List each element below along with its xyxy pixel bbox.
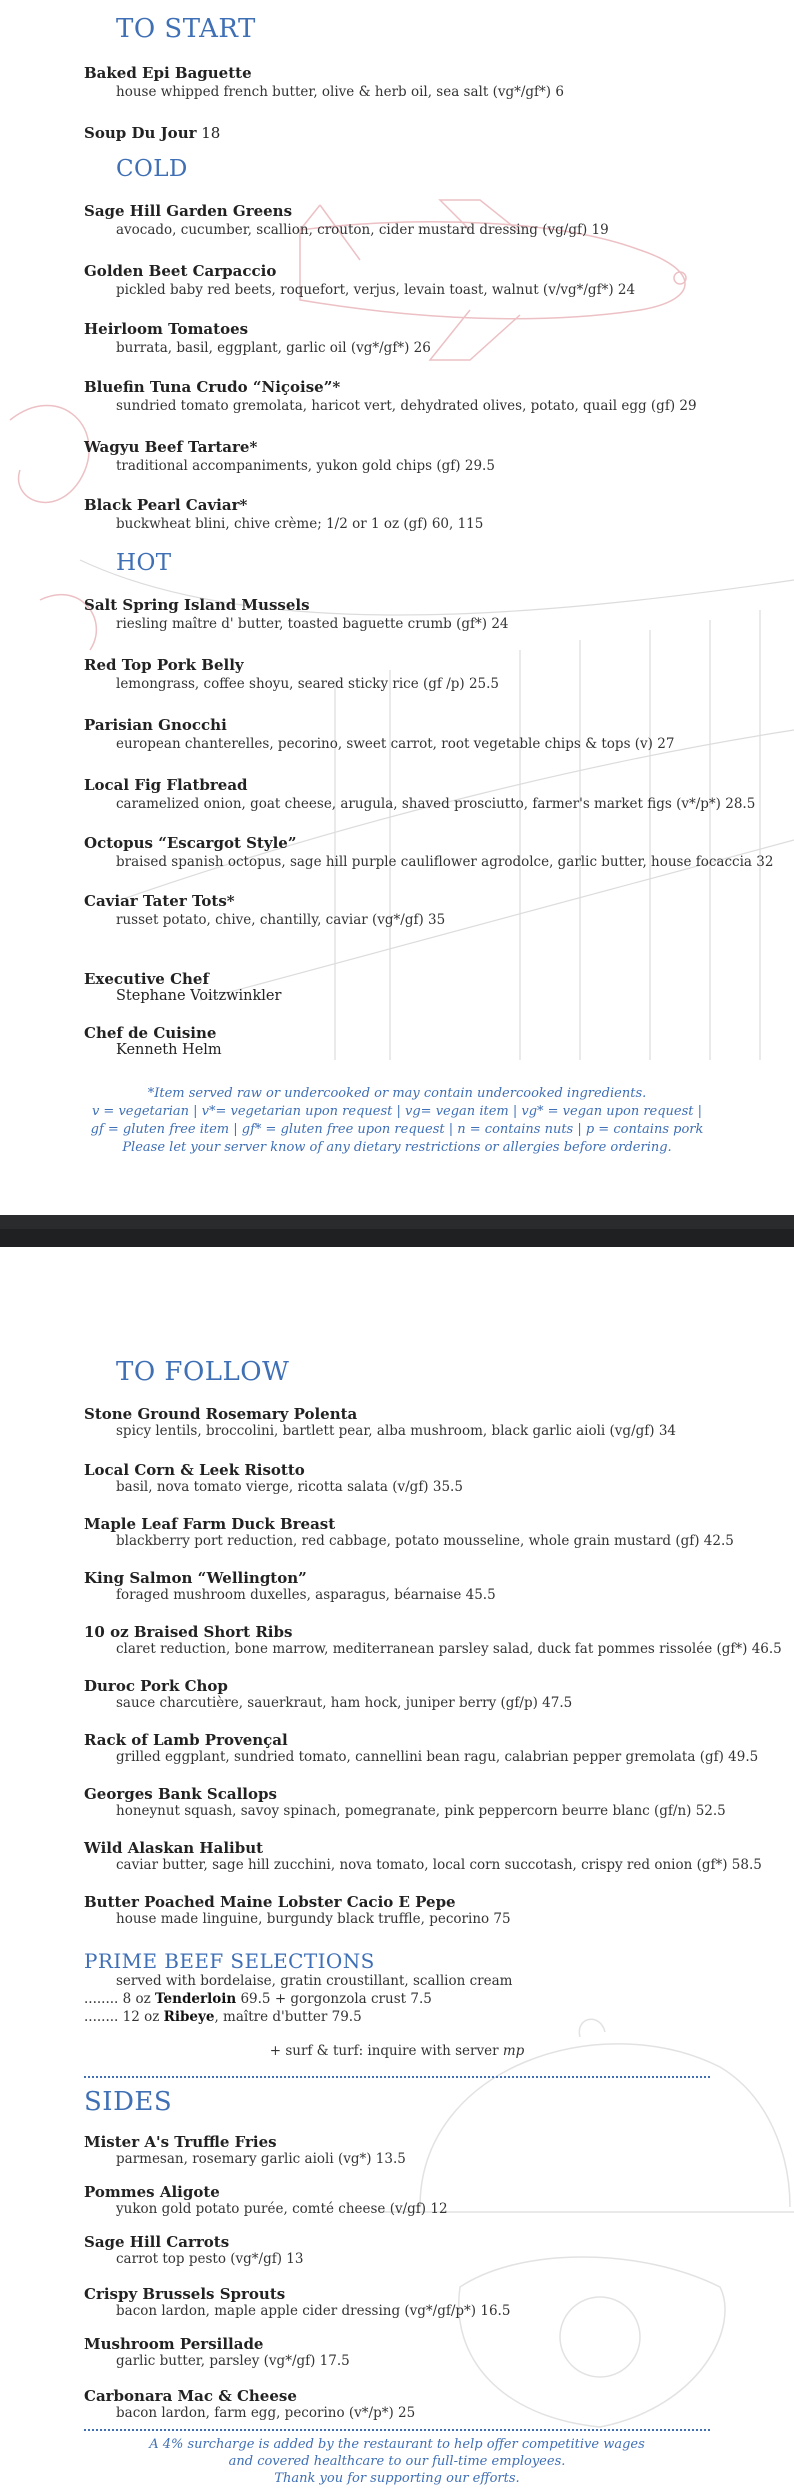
chef-title: Chef de Cuisine <box>84 1024 217 1042</box>
item-description: traditional accompaniments, yukon gold chips (gf) 29.5 <box>116 458 495 474</box>
item-description: bacon lardon, maple apple cider dressing (vg*/gf/p*) 16.5 <box>116 2303 511 2319</box>
item-name: Salt Spring Island Mussels <box>84 596 310 614</box>
item-name: Bluefin Tuna Crudo “Niçoise”* <box>84 378 341 396</box>
item-description: basil, nova tomato vierge, ricotta salata (v/gf) 35.5 <box>116 1479 463 1495</box>
item-name: Black Pearl Caviar* <box>84 496 248 514</box>
item-description: grilled eggplant, sundried tomato, cannellini bean ragu, calabrian pepper gremolata (gf) 49.5 <box>116 1749 759 1765</box>
market-price: mp <box>498 2043 525 2059</box>
item-description: bacon lardon, farm egg, pecorino (v*/p*) 25 <box>116 2405 416 2421</box>
chef-name: Stephane Voitzwinkler <box>116 988 282 1004</box>
item-description: pickled baby red beets, roquefort, verjus, levain toast, walnut (v/vg*/gf*) 24 <box>116 282 636 298</box>
item-description: honeynut squash, savoy spinach, pomegranate, pink peppercorn beurre blanc (gf/n) 52.5 <box>116 1803 726 1819</box>
item-name: King Salmon “Wellington” <box>84 1569 307 1587</box>
item-name: Pommes Aligote <box>84 2183 220 2201</box>
item-description: garlic butter, parsley (vg*/gf) 17.5 <box>116 2353 350 2369</box>
item-name: Heirloom Tomatoes <box>84 320 249 338</box>
item-description: european chanterelles, pecorino, sweet carrot, root vegetable chips & tops (v) 27 <box>116 736 675 752</box>
item-name: Red Top Pork Belly <box>84 656 244 674</box>
item-description: caramelized onion, goat cheese, arugula, shaved prosciutto, farmer's market figs (v*/p*) 28.5 <box>116 796 756 812</box>
surcharge-note: Thank you for supporting our efforts. <box>274 2471 520 2486</box>
item-description: sundried tomato gremolata, haricot vert, dehydrated olives, potato, quail egg (gf) 29 <box>116 398 697 414</box>
item-description: burrata, basil, eggplant, garlic oil (vg*/gf*) 26 <box>116 340 431 356</box>
item-name: Mushroom Persillade <box>84 2335 264 2353</box>
item-name: Duroc Pork Chop <box>84 1677 228 1695</box>
item-name: Mister A's Truffle Fries <box>84 2133 277 2151</box>
surf-and-turf-text: + surf & turf: inquire with server <box>269 2043 499 2059</box>
item-name: Local Corn & Leek Risotto <box>84 1461 305 1479</box>
item-name: Carbonara Mac & Cheese <box>84 2387 297 2405</box>
item-name: Crispy Brussels Sprouts <box>84 2285 286 2303</box>
item-description: avocado, cucumber, scallion, crouton, cider mustard dressing (vg/gf) 19 <box>116 222 609 238</box>
beef-cut-tenderloin <box>84 1991 432 2007</box>
item-description: foraged mushroom duxelles, asparagus, béarnaise 45.5 <box>116 1587 496 1603</box>
item-name: Soup Du Jour <box>84 124 197 142</box>
surcharge-note: and covered healthcare to our full-time employees. <box>228 2454 566 2469</box>
item-name: Parisian Gnocchi <box>84 716 227 734</box>
chef-title: Executive Chef <box>84 970 209 988</box>
item-description: buckwheat blini, chive crème; 1/2 or 1 oz (gf) 60, 115 <box>116 516 484 532</box>
item-name: Butter Poached Maine Lobster Cacio E Pepe <box>84 1893 456 1911</box>
item-description: carrot top pesto (vg*/gf) 13 <box>116 2251 304 2267</box>
item-name: Wagyu Beef Tartare* <box>84 438 258 456</box>
item-name: Sage Hill Garden Greens <box>84 202 293 220</box>
item-description: spicy lentils, broccolini, bartlett pear, alba mushroom, black garlic aioli (vg/gf) 34 <box>116 1423 676 1439</box>
item-description: parmesan, rosemary garlic aioli (vg*) 13.5 <box>116 2151 406 2167</box>
dotted-divider <box>84 2429 710 2431</box>
hot-heading: HOT <box>116 550 172 576</box>
prime-beef-heading: PRIME BEEF SELECTIONS <box>84 1949 375 1973</box>
item-name: 10 oz Braised Short Ribs <box>84 1623 293 1641</box>
item-description: blackberry port reduction, red cabbage, potato mousseline, whole grain mustard (gf) 42.5 <box>116 1533 734 1549</box>
footnote-line: v = vegetarian | v*= vegetarian upon request | vg= vegan item | vg* = vegan upon request | <box>91 1104 703 1119</box>
item-description: caviar butter, sage hill zucchini, nova tomato, local corn succotash, crispy red onion (gf*) 58.5 <box>116 1857 762 1873</box>
item-description: sauce charcutière, sauerkraut, ham hock, juniper berry (gf/p) 47.5 <box>116 1695 573 1711</box>
item-name: Octopus “Escargot Style” <box>84 834 297 852</box>
item-description: house made linguine, burgundy black truffle, pecorino 75 <box>116 1911 511 1927</box>
footnote-line: Please let your server know of any dietary restrictions or allergies before ordering. <box>122 1140 672 1155</box>
item-description: lemongrass, coffee shoyu, seared sticky rice (gf /p) 25.5 <box>116 676 500 692</box>
page-separator-shadow <box>0 1229 794 1247</box>
item-description: riesling maître d' butter, toasted baguette crumb (gf*) 24 <box>116 616 509 632</box>
surcharge-note: A 4% surcharge is added by the restaurant to help offer competitive wages <box>149 2437 645 2452</box>
beef-cut-lead: ........ 8 oz <box>84 1991 156 2007</box>
beef-cut-price: , maître d'butter 79.5 <box>214 2009 362 2025</box>
item-description: russet potato, chive, chantilly, caviar (vg*/gf) 35 <box>116 912 446 928</box>
beef-cut-name: Tenderloin <box>155 1991 237 2007</box>
cold-heading: COLD <box>116 156 188 182</box>
item-name: Wild Alaskan Halibut <box>84 1839 264 1857</box>
item-name: Maple Leaf Farm Duck Breast <box>84 1515 336 1533</box>
menu-page-2 <box>0 1247 794 2492</box>
item-name: Stone Ground Rosemary Polenta <box>84 1405 358 1423</box>
item-price: 18 <box>196 124 221 142</box>
item-name: Caviar Tater Tots* <box>84 892 235 910</box>
item-name: Golden Beet Carpaccio <box>84 262 277 280</box>
item-name: Local Fig Flatbread <box>84 776 248 794</box>
item-description: claret reduction, bone marrow, mediterranean parsley salad, duck fat pommes rissolée (gf*) 46.5 <box>116 1641 782 1657</box>
beef-cut-ribeye <box>84 2009 362 2025</box>
sides-heading: SIDES <box>84 2087 173 2117</box>
item-name: Sage Hill Carrots <box>84 2233 230 2251</box>
footnote-line: gf = gluten free item | gf* = gluten free upon request | n = contains nuts | p = contains pork <box>90 1122 704 1137</box>
menu-page-1 <box>0 0 794 1215</box>
surf-and-turf-note <box>0 2043 794 2059</box>
item-description: house whipped french butter, olive & herb oil, sea salt (vg*/gf*) 6 <box>116 84 564 100</box>
beef-cut-lead: ........ 12 oz <box>84 2009 164 2025</box>
footnote-line: *Item served raw or undercooked or may contain undercooked ingredients. <box>147 1086 647 1101</box>
prime-beef-intro: served with bordelaise, gratin croustillant, scallion cream <box>116 1973 513 1989</box>
dotted-divider <box>84 2076 710 2078</box>
item-name: Baked Epi Baguette <box>84 64 252 82</box>
item-name: Georges Bank Scallops <box>84 1785 277 1803</box>
soup-du-jour <box>84 124 220 142</box>
beef-cut-price: 69.5 + gorgonzola crust 7.5 <box>236 1991 432 2007</box>
to-follow-heading: TO FOLLOW <box>116 1357 290 1387</box>
to-start-heading: TO START <box>116 14 256 44</box>
item-description: braised spanish octopus, sage hill purple cauliflower agrodolce, garlic butter, house focaccia 32 <box>116 854 774 870</box>
item-description: yukon gold potato purée, comté cheese (v/gf) 12 <box>116 2201 448 2217</box>
item-name: Rack of Lamb Provençal <box>84 1731 288 1749</box>
beef-cut-name: Ribeye <box>163 2009 215 2025</box>
chef-name: Kenneth Helm <box>116 1042 222 1058</box>
